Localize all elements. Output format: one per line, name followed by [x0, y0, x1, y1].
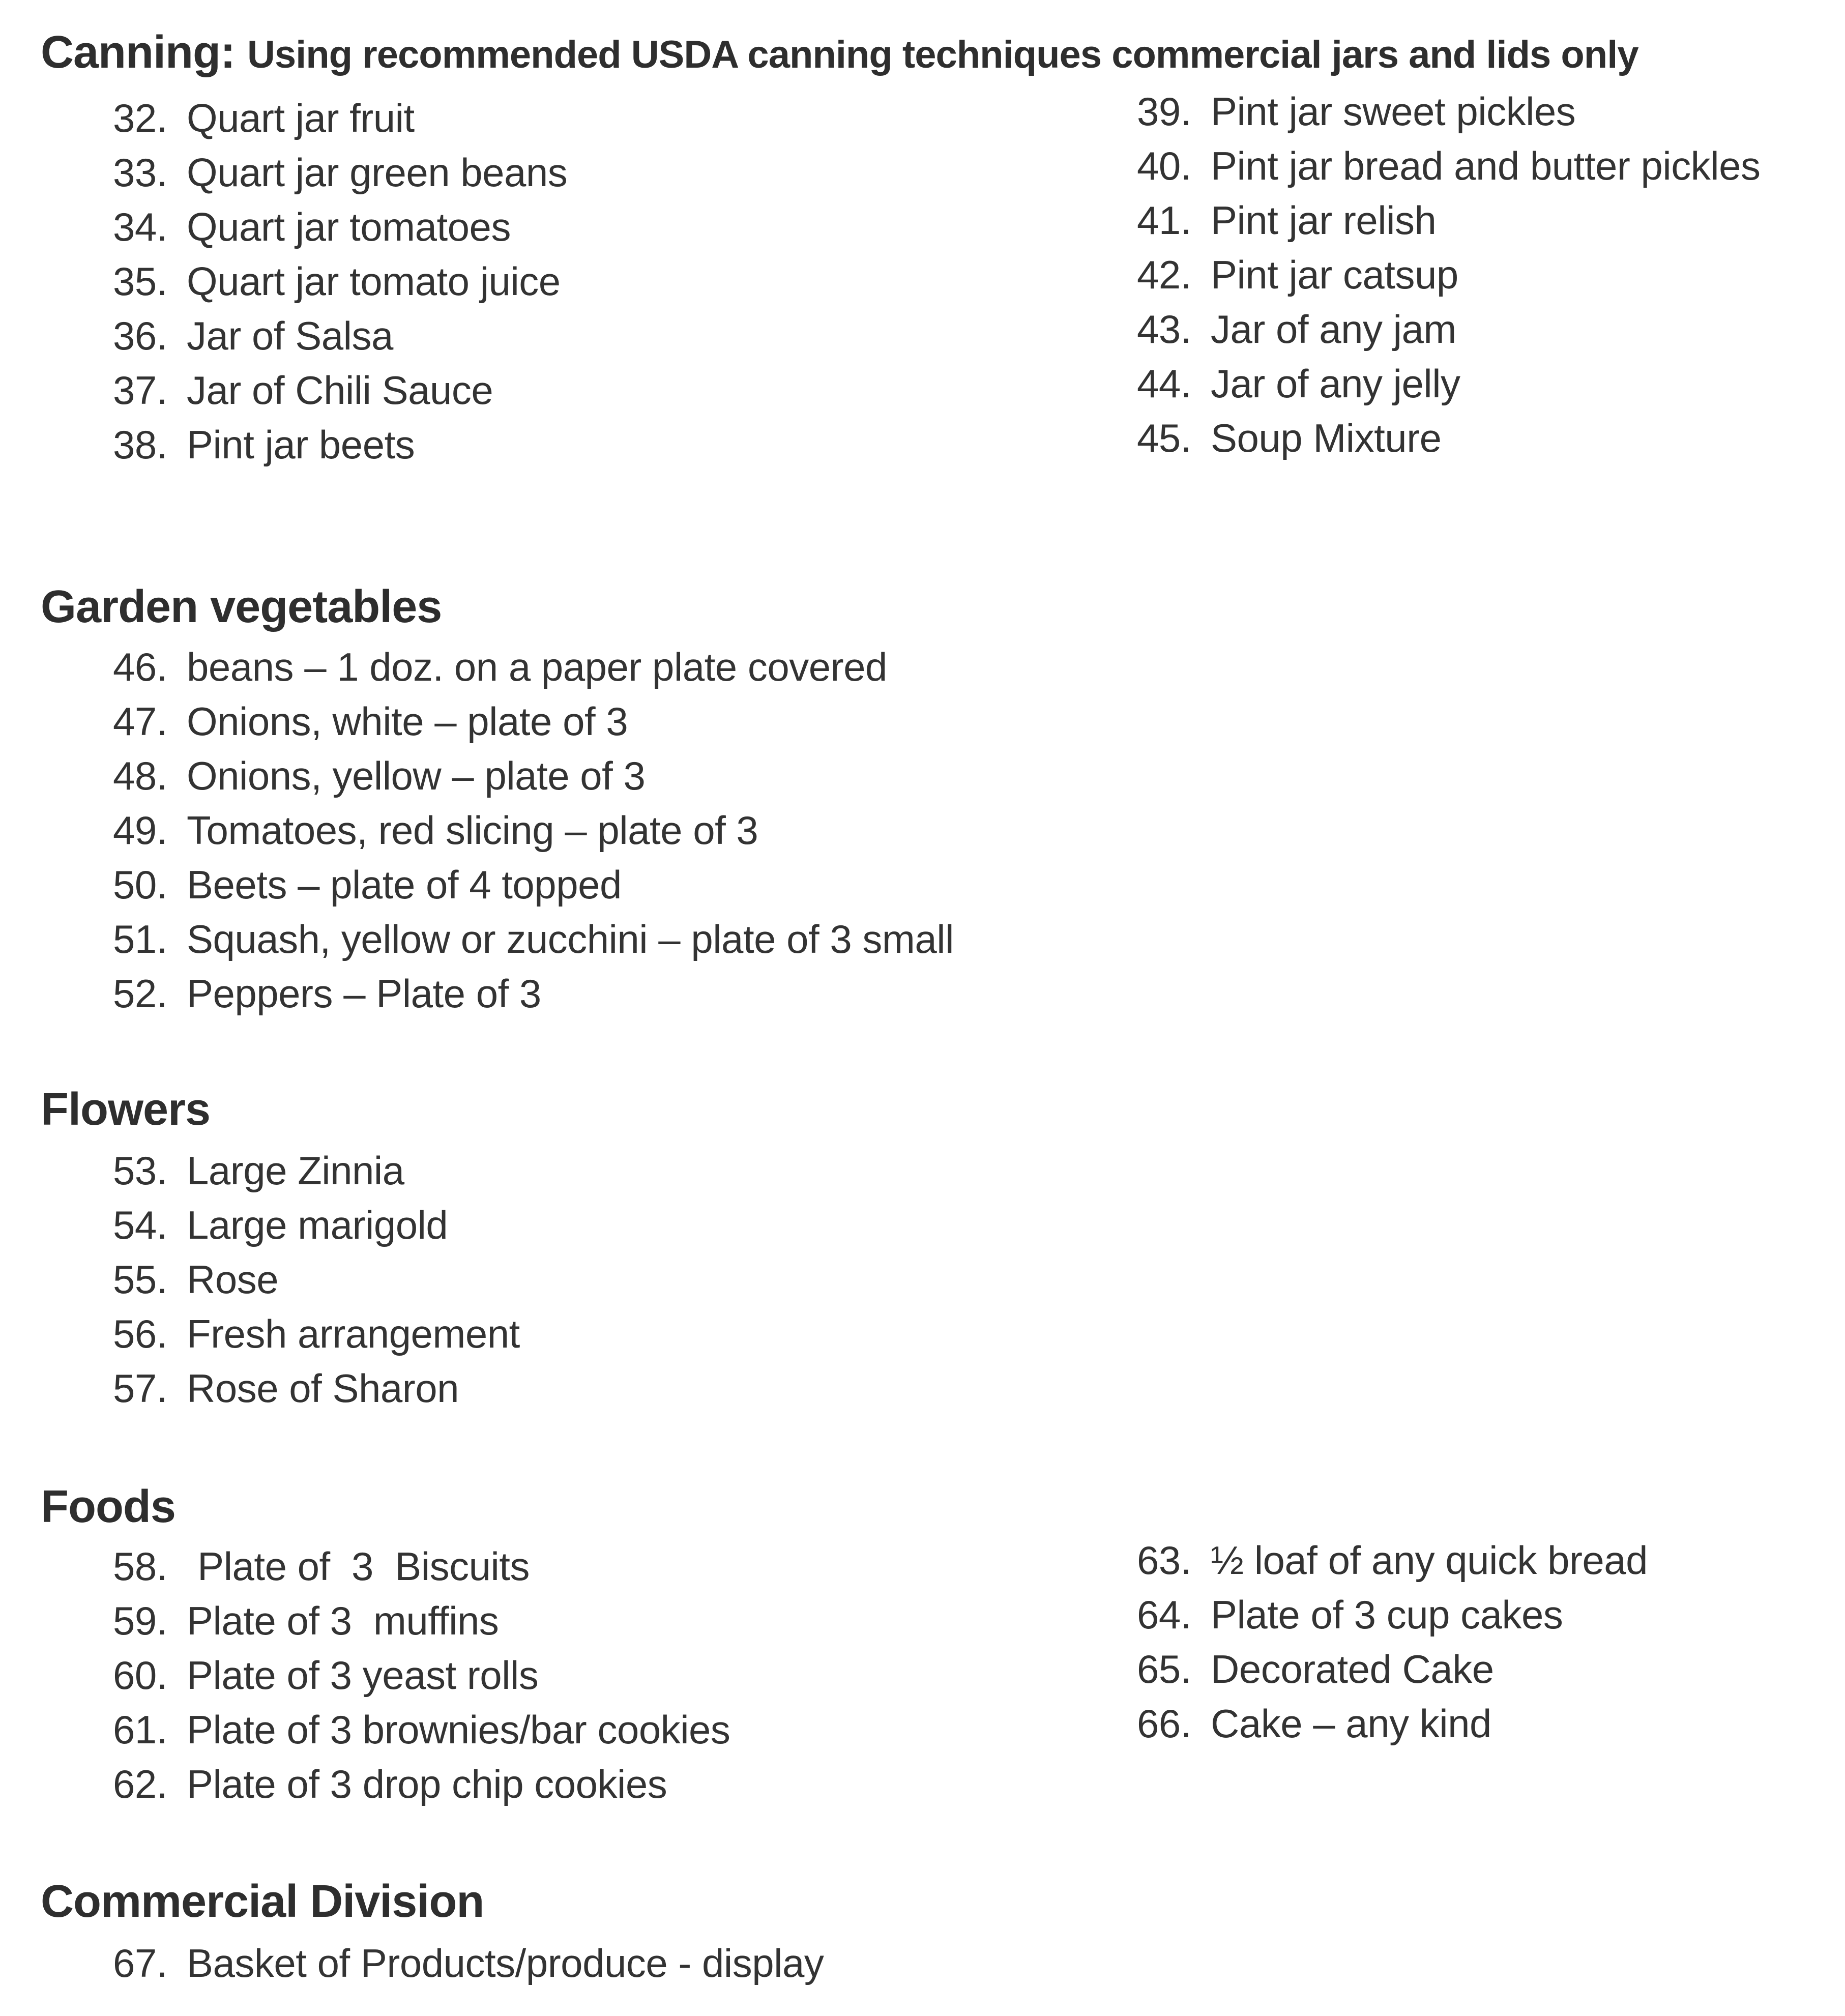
item-number: 55.: [113, 1257, 167, 1302]
list-item: [113, 363, 567, 418]
item-text: Large Zinnia: [187, 1148, 404, 1193]
list-item: [113, 91, 567, 145]
list-item: [113, 1252, 520, 1307]
item-text: Quart jar fruit: [187, 96, 415, 140]
item-text: Cake – any kind: [1211, 1701, 1491, 1746]
list-item: [1137, 84, 1760, 139]
list-item: [113, 254, 567, 309]
list-item: [113, 967, 954, 1021]
canning-subtitle: Using recommended USDA canning techniques commercial jars and lids only: [247, 33, 1638, 76]
canning-title: Canning:: [41, 27, 235, 78]
item-text: Quart jar tomato juice: [187, 259, 561, 304]
item-number: 47.: [113, 699, 167, 744]
list-item: [113, 200, 567, 254]
list-item: [1137, 411, 1760, 465]
item-number: 54.: [113, 1203, 167, 1247]
item-text: Pint jar beets: [187, 422, 415, 467]
list-item: [1137, 1533, 1648, 1588]
item-text: Tomatoes, red slicing – plate of 3: [187, 808, 758, 853]
item-number: 62.: [113, 1762, 167, 1806]
list-item: [113, 1307, 520, 1361]
foods-heading: Foods: [41, 1481, 175, 1532]
item-text: Onions, yellow – plate of 3: [187, 753, 646, 798]
list-item: [1137, 1642, 1648, 1697]
item-number: 35.: [113, 259, 167, 304]
item-text: Onions, white – plate of 3: [187, 699, 628, 744]
item-number: 34.: [113, 204, 167, 249]
item-number: 67.: [113, 1941, 167, 1985]
item-number: 44.: [1137, 361, 1191, 406]
list-item: [113, 1198, 520, 1252]
item-text: Pint jar catsup: [1211, 252, 1458, 297]
list-item: [1137, 248, 1760, 302]
list-item: [113, 912, 954, 967]
item-number: 53.: [113, 1148, 167, 1193]
item-number: 36.: [113, 313, 167, 358]
list-item: [113, 1703, 730, 1757]
canning-heading: [41, 27, 1638, 78]
item-number: 51.: [113, 917, 167, 961]
item-text: Squash, yellow or zucchini – plate of 3 small: [187, 917, 954, 961]
commercial-heading: Commercial Division: [41, 1876, 484, 1927]
item-text: Quart jar tomatoes: [187, 204, 511, 249]
item-number: 49.: [113, 808, 167, 853]
item-text: Peppers – Plate of 3: [187, 971, 541, 1016]
list-item: [113, 1757, 730, 1812]
item-number: 58.: [113, 1544, 167, 1589]
item-number: 48.: [113, 753, 167, 798]
list-item: [113, 749, 954, 803]
item-number: 39.: [1137, 89, 1191, 134]
list-item: [113, 1648, 730, 1703]
item-text: Pint jar bread and butter pickles: [1211, 143, 1761, 188]
item-text: Jar of any jam: [1211, 307, 1456, 352]
commercial-list: [113, 1936, 824, 1991]
item-number: 32.: [113, 96, 167, 140]
list-item: [113, 418, 567, 472]
item-number: 40.: [1137, 143, 1191, 188]
list-item: [113, 858, 954, 912]
foods-list-right: [1137, 1533, 1648, 1751]
item-number: 60.: [113, 1653, 167, 1698]
item-number: 63.: [1137, 1538, 1191, 1583]
item-text: Jar of Chili Sauce: [187, 368, 493, 413]
list-item: [113, 1361, 520, 1416]
item-number: 41.: [1137, 198, 1191, 243]
item-text: Large marigold: [187, 1203, 448, 1247]
item-number: 50.: [113, 862, 167, 907]
item-text: Plate of 3 brownies/bar cookies: [187, 1707, 730, 1752]
list-item: [113, 1594, 730, 1648]
canning-list-left: [113, 91, 567, 472]
item-number: 61.: [113, 1707, 167, 1752]
item-text: ½ loaf of any quick bread: [1211, 1538, 1648, 1583]
item-number: 52.: [113, 971, 167, 1016]
item-text: Plate of 3 yeast rolls: [187, 1653, 539, 1698]
item-text: Decorated Cake: [1211, 1647, 1494, 1691]
list-item: [113, 1539, 730, 1594]
list-item: [1137, 357, 1760, 411]
list-item: [113, 694, 954, 749]
item-text: Plate of 3 cup cakes: [1211, 1592, 1563, 1637]
list-item: [113, 309, 567, 363]
list-item: [1137, 302, 1760, 357]
item-number: 65.: [1137, 1647, 1191, 1691]
flowers-heading: Flowers: [41, 1084, 211, 1135]
list-item: [113, 640, 954, 694]
foods-list-left: [113, 1539, 730, 1812]
canning-list-right: [1137, 84, 1760, 465]
list-item: [1137, 1588, 1648, 1642]
item-text: Soup Mixture: [1211, 416, 1442, 460]
item-text: Pint jar relish: [1211, 198, 1437, 243]
garden-list: [113, 640, 954, 1021]
flowers-list: [113, 1144, 520, 1416]
item-text: Pint jar sweet pickles: [1211, 89, 1576, 134]
item-text: Rose: [187, 1257, 279, 1302]
garden-heading: Garden vegetables: [41, 581, 442, 632]
list-item: [113, 803, 954, 858]
item-number: 56.: [113, 1311, 167, 1356]
item-text: Basket of Products/produce - display: [187, 1941, 824, 1985]
item-number: 42.: [1137, 252, 1191, 297]
item-text: Plate of 3 Biscuits: [187, 1544, 530, 1589]
item-text: Plate of 3 muffins: [187, 1598, 499, 1643]
item-text: Jar of Salsa: [187, 313, 393, 358]
list-item: [113, 1144, 520, 1198]
item-number: 43.: [1137, 307, 1191, 352]
item-text: Jar of any jelly: [1211, 361, 1460, 406]
list-item: [1137, 139, 1760, 193]
list-item: [113, 1936, 824, 1991]
list-item: [1137, 1697, 1648, 1751]
item-number: 66.: [1137, 1701, 1191, 1746]
item-number: 46.: [113, 645, 167, 689]
item-text: Fresh arrangement: [187, 1311, 520, 1356]
item-number: 33.: [113, 150, 167, 195]
list-item: [113, 145, 567, 200]
item-number: 37.: [113, 368, 167, 413]
item-text: Quart jar green beans: [187, 150, 568, 195]
item-number: 38.: [113, 422, 167, 467]
item-number: 59.: [113, 1598, 167, 1643]
item-text: Plate of 3 drop chip cookies: [187, 1762, 667, 1806]
list-item: [1137, 193, 1760, 248]
item-number: 57.: [113, 1366, 167, 1411]
item-text: Rose of Sharon: [187, 1366, 459, 1411]
item-number: 45.: [1137, 416, 1191, 460]
item-text: beans – 1 doz. on a paper plate covered: [187, 645, 887, 689]
item-number: 64.: [1137, 1592, 1191, 1637]
item-text: Beets – plate of 4 topped: [187, 862, 622, 907]
